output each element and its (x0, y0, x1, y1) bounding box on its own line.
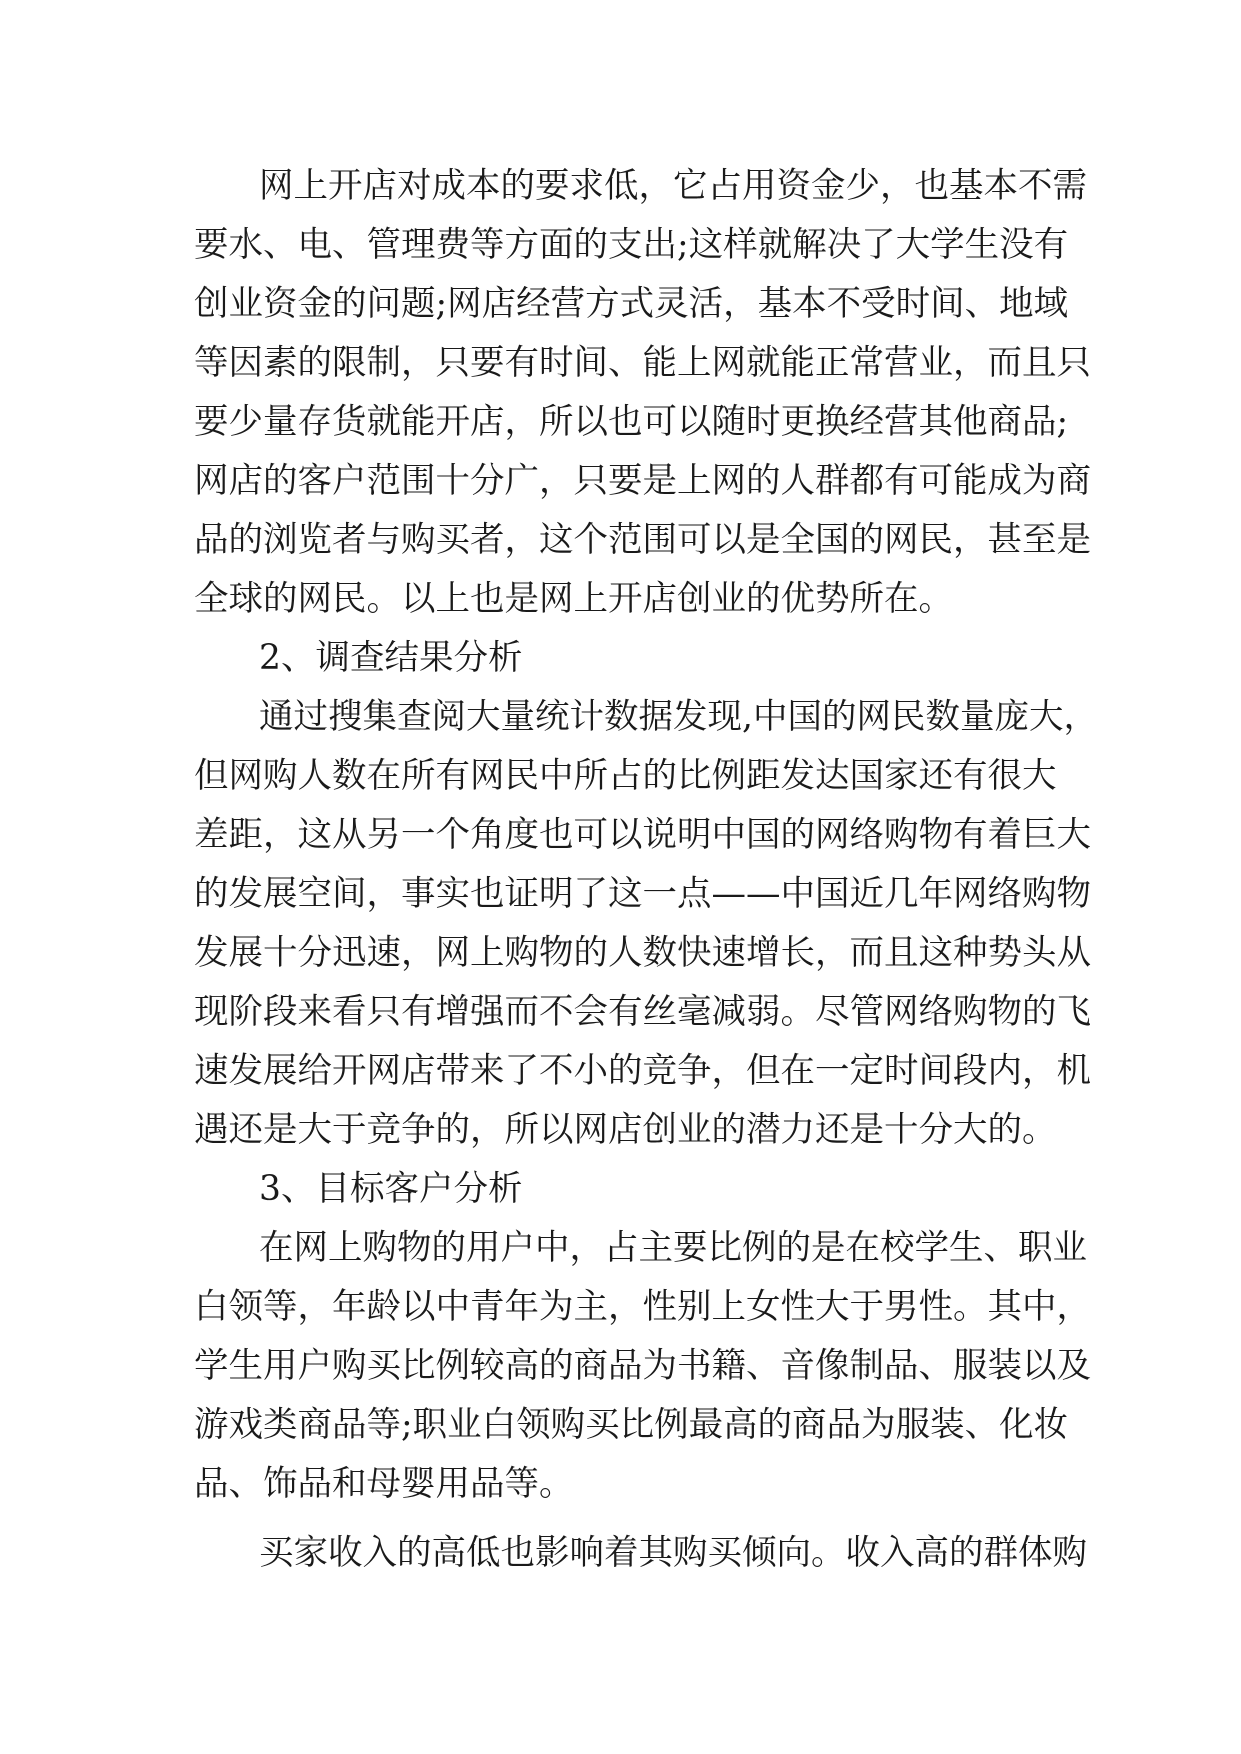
text-line: 学生用户购买比例较高的商品为书籍、音像制品、服装以及 (194, 1346, 1091, 1386)
text-line: 网上开店对成本的要求低，它占用资金少，也基本不需 (259, 166, 1087, 206)
text-line: 创业资金的问题;网店经营方式灵活，基本不受时间、地域 (194, 284, 1069, 324)
text-line: 买家收入的高低也影响着其购买倾向。收入高的群体购 (259, 1533, 1087, 1573)
text-line: 通过搜集查阅大量统计数据发现,中国的网民数量庞大， (259, 697, 1098, 737)
paragraph-last-line: 遇还是大于竞争的，所以网店创业的潜力还是十分大的。 (194, 1110, 1057, 1150)
text-line: 差距，这从另一个角度也可以说明中国的网络购物有着巨大 (194, 815, 1091, 855)
text-line: 发展十分迅速，网上购物的人数快速增长，而且这种势头从 (194, 933, 1091, 973)
text-line: 白领等，年龄以中青年为主，性别上女性大于男性。其中， (194, 1287, 1091, 1327)
section-heading: 2、调查结果分析 (259, 638, 523, 678)
text-line: 但网购人数在所有网民中所占的比例距发达国家还有很大 (194, 756, 1057, 796)
paragraph-last-line: 品、饰品和母婴用品等。 (194, 1464, 574, 1504)
text-line: 网店的客户范围十分广，只要是上网的人群都有可能成为商 (194, 461, 1091, 501)
text-line: 等因素的限制，只要有时间、能上网就能正常营业，而且只 (194, 343, 1091, 383)
text-line: 游戏类商品等;职业白领购买比例最高的商品为服装、化妆 (194, 1405, 1069, 1445)
text-line: 速发展给开网店带来了不小的竞争，但在一定时间段内，机 (194, 1051, 1091, 1091)
text-line: 在网上购物的用户中，占主要比例的是在校学生、职业 (259, 1228, 1087, 1268)
text-line: 的发展空间，事实也证明了这一点——中国近几年网络购物 (194, 874, 1091, 914)
text-line: 现阶段来看只有增强而不会有丝毫减弱。尽管网络购物的飞 (194, 992, 1091, 1032)
text-line: 要水、电、管理费等方面的支出;这样就解决了大学生没有 (194, 225, 1069, 265)
text-line: 品的浏览者与购买者，这个范围可以是全国的网民，甚至是 (194, 520, 1091, 560)
text-line: 要少量存货就能开店，所以也可以随时更换经营其他商品; (194, 402, 1069, 442)
paragraph-last-line: 全球的网民。以上也是网上开店创业的优势所在。 (194, 579, 953, 619)
section-heading: 3、目标客户分析 (259, 1169, 523, 1209)
